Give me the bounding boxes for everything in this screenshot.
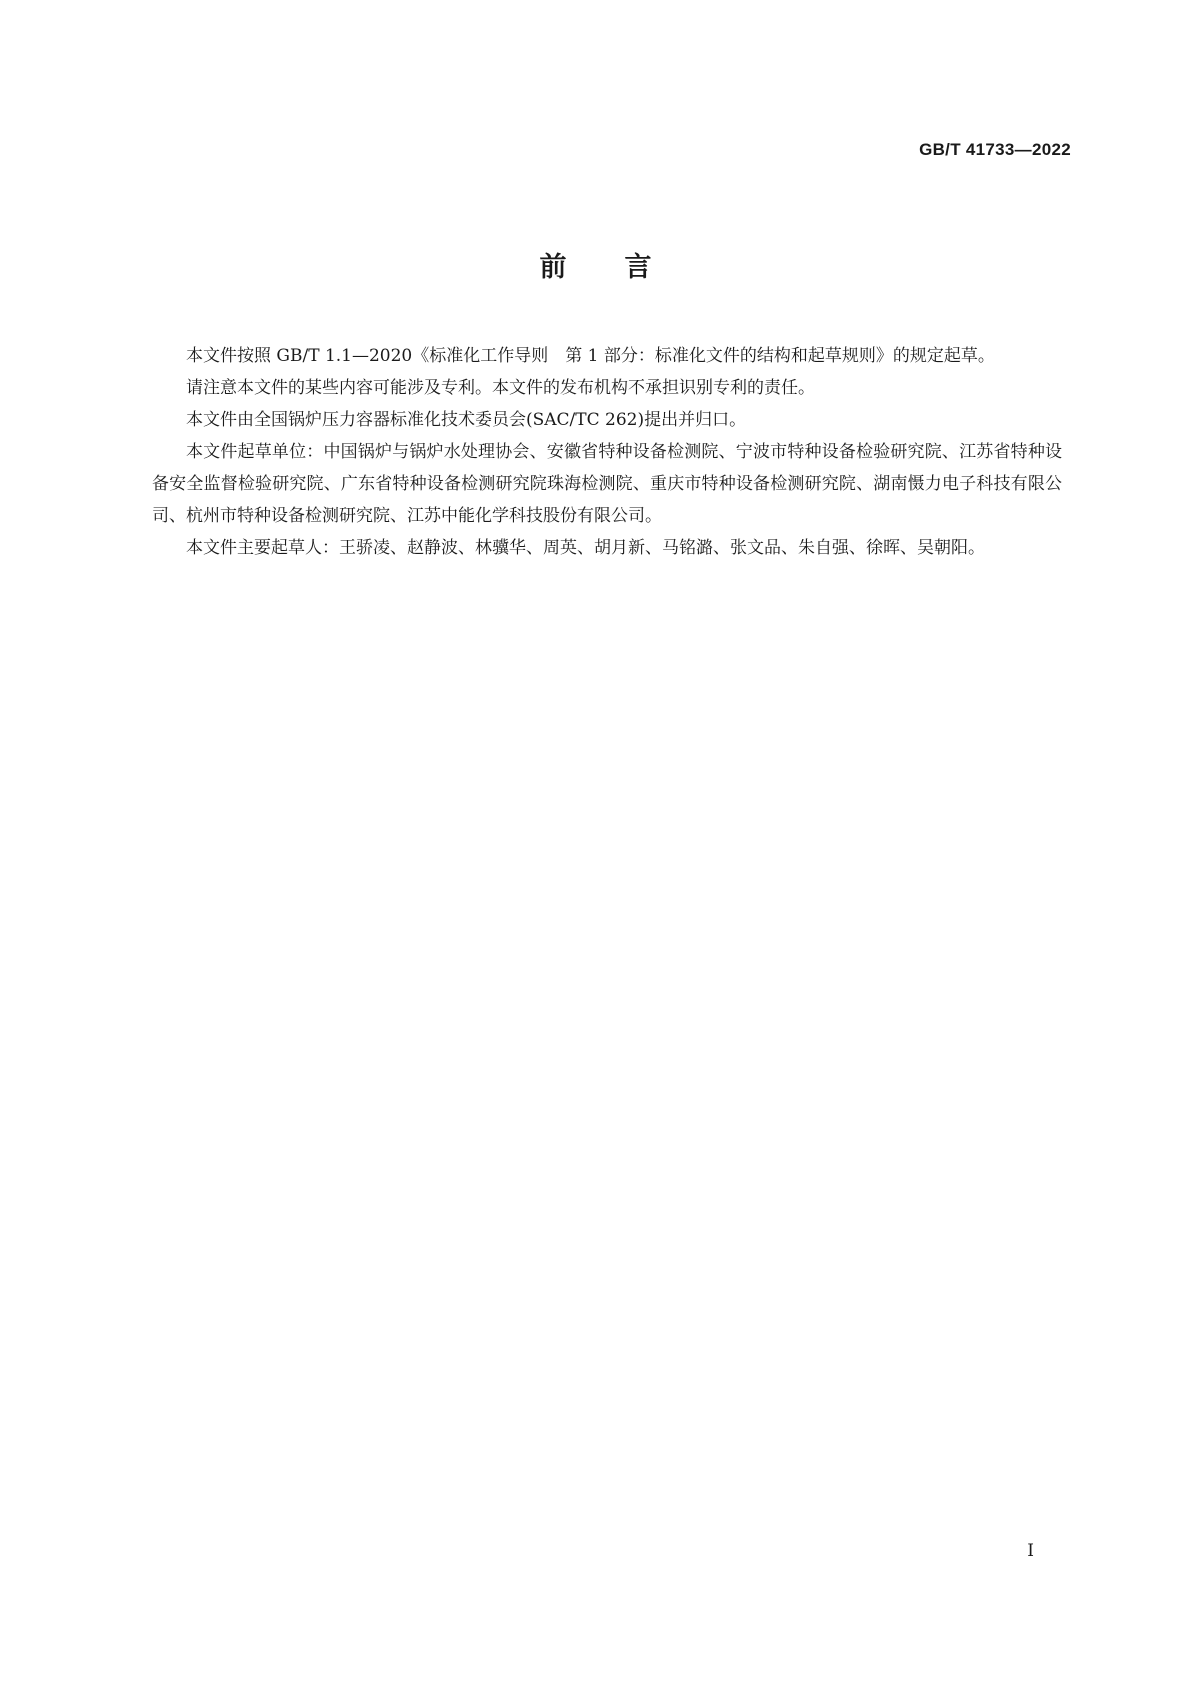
paragraph-patent-notice: 请注意本文件的某些内容可能涉及专利。本文件的发布机构不承担识别专利的责任。 <box>186 378 815 398</box>
document-number: GB/T 41733—2022 <box>919 140 1071 159</box>
paragraph-drafters: 本文件主要起草人：王骄凌、赵静波、林骥华、周英、胡月新、马铭潞、张文品、朱自强、徐晖、吴朝阳。 <box>186 538 985 558</box>
title-char-2: 言 <box>624 252 652 283</box>
paragraph-drafting-units: 本文件起草单位：中国锅炉与锅炉水处理协会、安徽省特种设备检测院、宁波市特种设备检验研究院、江苏省特种设备安全监督检验研究院、广东省特种设备检测研究院珠海检测院、重庆市特种设备检测研究院、湖南慑力电子科技有限公司、杭州市特种设备检测研究院、江苏中能化学科技股份有限公司。 <box>152 442 1062 526</box>
title-char-1: 前 <box>539 252 567 283</box>
preface-body <box>152 340 1062 564</box>
page-title <box>0 245 1191 284</box>
paragraph-proposer: 本文件由全国锅炉压力容器标准化技术委员会(SAC/TC 262)提出并归口。 <box>186 410 747 430</box>
page-number: I <box>1027 1541 1034 1561</box>
paragraph-drafting-rules: 本文件按照 GB/T 1.1—2020《标准化工作导则 第 1 部分：标准化文件的结构和起草规则》的规定起草。 <box>186 346 995 366</box>
